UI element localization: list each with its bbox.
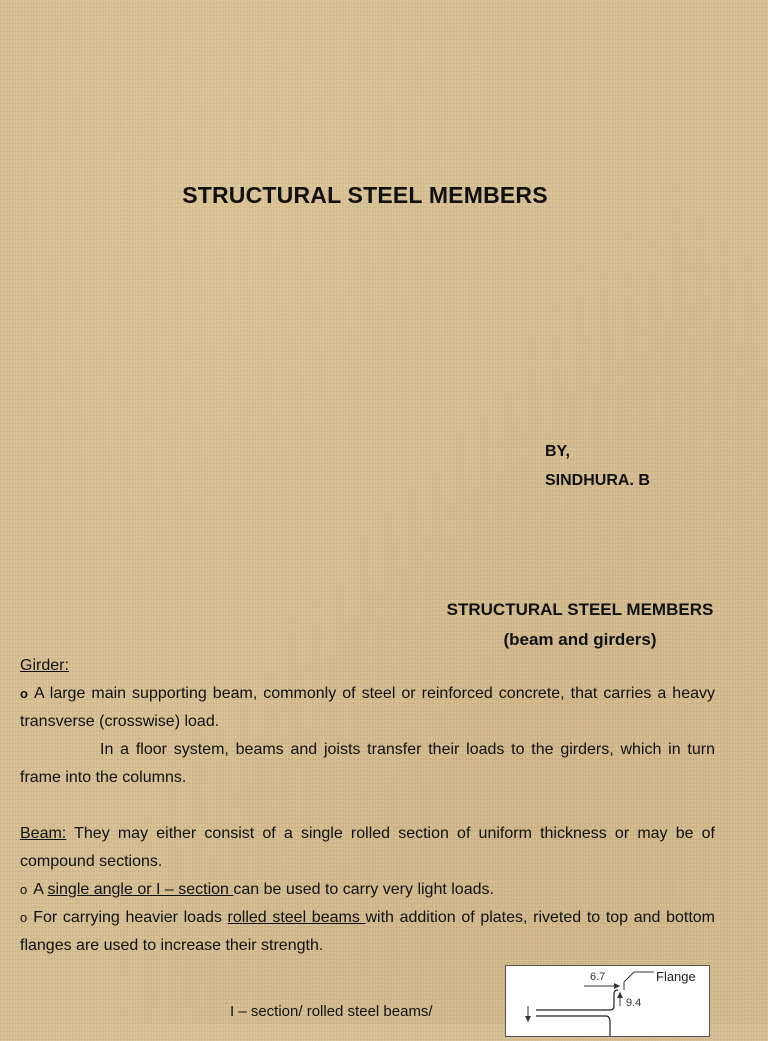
beam-definition: Beam: They may either consist of a single rolled section of uniform thickness or may be of compound sections. <box>20 825 715 870</box>
bullet-icon: o <box>20 882 28 897</box>
dim-width-label: 6.7 <box>590 971 606 983</box>
girder-heading: Girder: <box>20 657 69 674</box>
bullet-icon: o <box>20 686 28 701</box>
slide-heading <box>380 595 768 655</box>
girder-paragraph: In a floor system, beams and joists transfer their loads to the girders, which in turn frame into the columns. <box>20 741 715 786</box>
heading-line-2: (beam and girders) <box>503 630 657 649</box>
i-section-diagram <box>506 966 709 1036</box>
author-name: SINDHURA. B <box>545 472 650 489</box>
rolled-steel-beams-link: rolled steel beams <box>227 909 366 926</box>
bullet-icon: o <box>20 910 28 925</box>
beam-bullet-heavy: o For carrying heavier loads rolled steel beams with addition of plates, riveted to top and bottom flanges are used to increase their strength. <box>20 909 715 954</box>
dim-thickness-label: 9.4 <box>626 997 642 1009</box>
by-label: BY, <box>545 443 570 460</box>
beam-bullet-light: o A single angle or I – section can be used to carry very light loads. <box>20 881 494 898</box>
slide-body <box>20 652 715 960</box>
content-slide <box>0 575 768 1024</box>
i-section-figure <box>505 965 710 1037</box>
flange-label: Flange <box>656 969 696 984</box>
byline <box>545 437 650 495</box>
girder-definition: o A large main supporting beam, commonly of steel or reinforced concrete, that carries a heavy transverse (crosswise) load. <box>20 685 715 730</box>
single-angle-link: single angle or I – section <box>47 881 234 898</box>
beam-heading: Beam: <box>20 825 67 842</box>
figure-caption: I – section/ rolled steel beams/ <box>230 1003 433 1020</box>
heading-line-1: STRUCTURAL STEEL MEMBERS <box>446 600 714 619</box>
slide-title: STRUCTURAL STEEL MEMBERS <box>182 182 548 208</box>
